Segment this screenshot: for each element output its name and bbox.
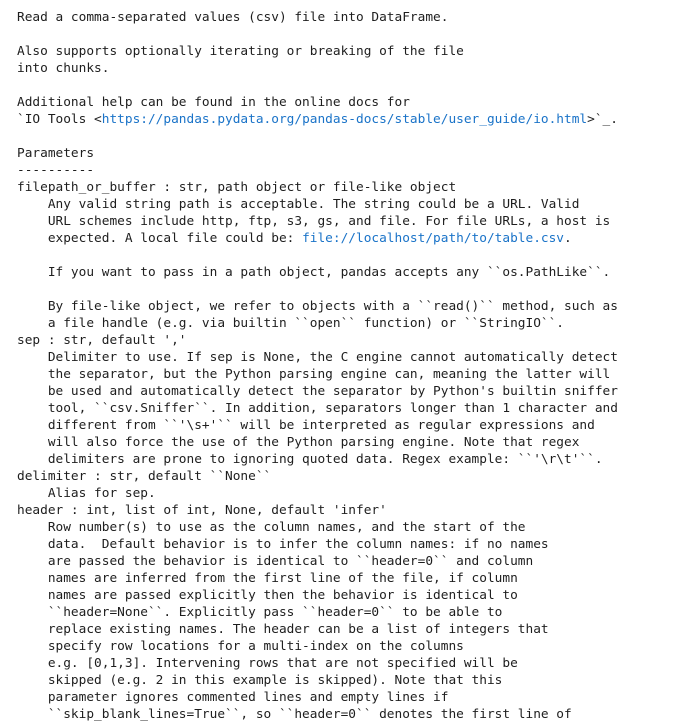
doc-link[interactable]: https://pandas.pydata.org/pandas-docs/stable/user_guide/io.html (101, 112, 588, 127)
doc-line (17, 145, 689, 162)
doc-link[interactable]: file://localhost/path/to/table.csv (302, 231, 565, 246)
doc-line (17, 43, 689, 60)
doc-text: a file handle (e.g. via builtin ``open`` function) or ``StringIO``. (17, 316, 565, 331)
doc-line (17, 128, 689, 145)
doc-text: filepath_or_buffer : str, path object or file-like object (17, 180, 457, 195)
doc-line (17, 689, 689, 706)
doc-line (17, 706, 689, 723)
doc-line (17, 672, 689, 689)
doc-line (17, 179, 689, 196)
doc-text: expected. A local file could be: (17, 231, 303, 246)
doc-text: skipped (e.g. 2 in this example is skipped). Note that this (17, 673, 503, 688)
doc-text: . (564, 231, 572, 246)
doc-text: e.g. [0,1,3]. Intervening rows that are not specified will be (17, 656, 518, 671)
doc-line (17, 485, 689, 502)
doc-text: tool, ``csv.Sniffer``. In addition, separators longer than 1 character and (17, 401, 618, 416)
doc-line (17, 77, 689, 94)
doc-text: replace existing names. The header can be a list of integers that (17, 622, 549, 637)
doc-line (17, 162, 689, 179)
doc-line (17, 213, 689, 230)
doc-text: header : int, list of int, None, default 'infer' (17, 503, 387, 518)
doc-line (17, 26, 689, 43)
doc-text: `IO Tools < (17, 112, 102, 127)
doc-text: parameter ignores commented lines and empty lines if (17, 690, 449, 705)
doc-text: are passed the behavior is identical to ``header=0`` and column (17, 554, 534, 569)
doc-line (17, 60, 689, 77)
doc-line (17, 196, 689, 213)
doc-line (17, 264, 689, 281)
doc-line (17, 230, 689, 247)
doc-text: URL schemes include http, ftp, s3, gs, and file. For file URLs, a host is (17, 214, 611, 229)
doc-text: be used and automatically detect the separator by Python's builtin sniffer (17, 384, 618, 399)
doc-text: Additional help can be found in the online docs for (17, 95, 410, 110)
doc-line (17, 570, 689, 587)
doc-line (17, 383, 689, 400)
doc-line (17, 94, 689, 111)
doc-line (17, 400, 689, 417)
doc-line (17, 604, 689, 621)
doc-text: ``header=None``. Explicitly pass ``header=0`` to be able to (17, 605, 503, 620)
doc-text: ``skip_blank_lines=True``, so ``header=0`` denotes the first line of (17, 707, 572, 722)
doc-line (17, 9, 689, 26)
doc-text: will also force the use of the Python parsing engine. Note that regex (17, 435, 580, 450)
doc-text: By file-like object, we refer to objects with a ``read()`` method, such as (17, 299, 618, 314)
doc-text: sep : str, default ',' (17, 333, 187, 348)
doc-line (17, 468, 689, 485)
doc-text: Parameters (17, 146, 95, 161)
doc-text: Row number(s) to use as the column names, and the start of the (17, 520, 526, 535)
doc-line (17, 587, 689, 604)
doc-text: Alias for sep. (17, 486, 156, 501)
doc-line (17, 621, 689, 638)
doc-line (17, 502, 689, 519)
doc-line (17, 519, 689, 536)
doc-line (17, 332, 689, 349)
docstring-viewer (17, 9, 689, 723)
doc-text: >`_. (587, 112, 618, 127)
doc-line (17, 451, 689, 468)
doc-text: If you want to pass in a path object, pandas accepts any ``os.PathLike``. (17, 265, 611, 280)
doc-line (17, 281, 689, 298)
doc-text: Any valid string path is acceptable. The string could be a URL. Valid (17, 197, 580, 212)
doc-text: Read a comma-separated values (csv) file into DataFrame. (17, 10, 449, 25)
doc-line (17, 553, 689, 570)
doc-line (17, 111, 689, 128)
doc-line (17, 417, 689, 434)
doc-line (17, 638, 689, 655)
doc-line (17, 247, 689, 264)
doc-line (17, 298, 689, 315)
doc-line (17, 315, 689, 332)
doc-text: into chunks. (17, 61, 110, 76)
doc-text: Delimiter to use. If sep is None, the C engine cannot automatically detect (17, 350, 618, 365)
doc-line (17, 349, 689, 366)
doc-text: the separator, but the Python parsing engine can, meaning the latter will (17, 367, 611, 382)
doc-text: specify row locations for a multi-index on the columns (17, 639, 464, 654)
doc-text: ---------- (17, 163, 95, 178)
doc-text: names are passed explicitly then the behavior is identical to (17, 588, 518, 603)
doc-line (17, 536, 689, 553)
doc-line (17, 366, 689, 383)
doc-text: delimiters are prone to ignoring quoted data. Regex example: ``'\r\t'``. (17, 452, 603, 467)
doc-text: names are inferred from the first line of the file, if column (17, 571, 518, 586)
doc-text: delimiter : str, default ``None`` (17, 469, 272, 484)
doc-text: Also supports optionally iterating or breaking of the file (17, 44, 464, 59)
doc-text: data. Default behavior is to infer the column names: if no names (17, 537, 549, 552)
doc-line (17, 434, 689, 451)
doc-line (17, 655, 689, 672)
doc-text: different from ``'\s+'`` will be interpreted as regular expressions and (17, 418, 595, 433)
